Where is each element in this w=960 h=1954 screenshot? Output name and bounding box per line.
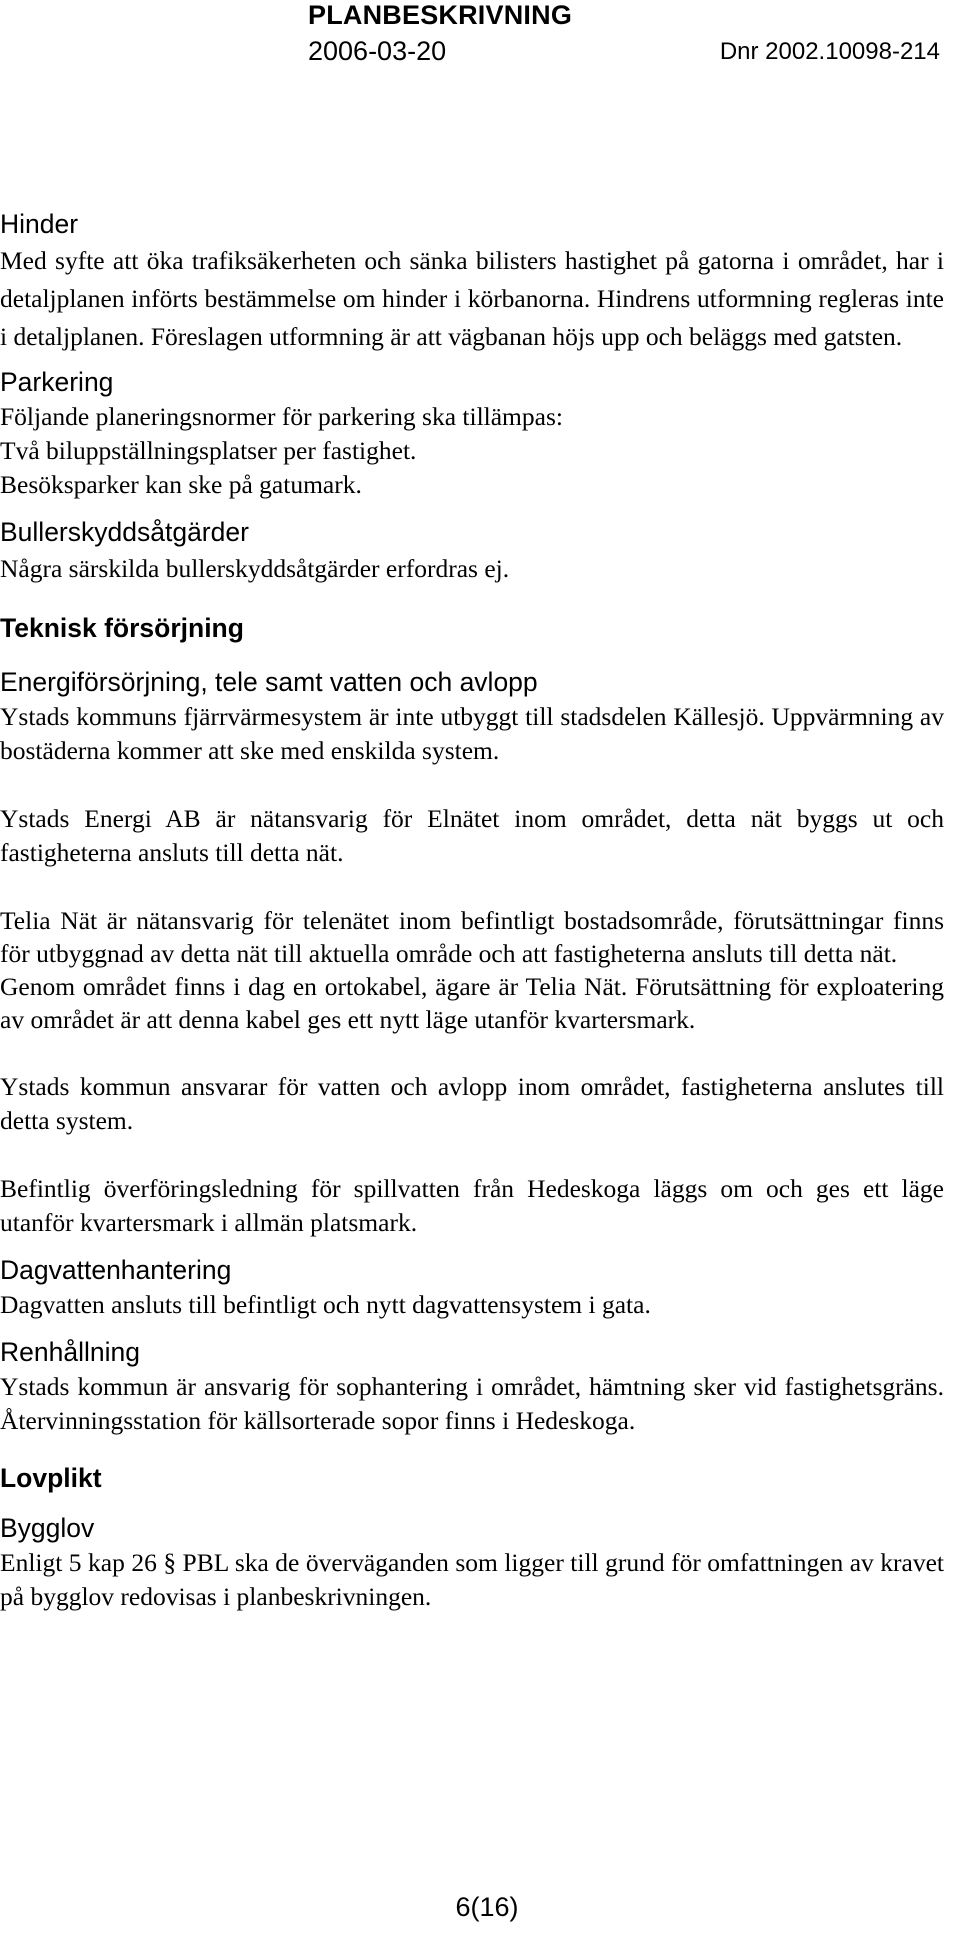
section-parkering <box>0 364 944 502</box>
section-lovplikt <box>0 1460 944 1614</box>
heading-energi: Energiförsörjning, tele samt vatten och avlopp <box>0 667 538 697</box>
parkering-line: Följande planeringsnormer för parkering ska tillämpas: <box>0 402 563 431</box>
paragraph-energi-3a: Telia Nät är nätansvarig för telenätet inom befintligt bostadsområde, förutsättningar finns för utbyggnad av detta nät till aktuella område och att fastigheterna ansluts till detta nät. <box>0 906 944 968</box>
heading-lovplikt: Lovplikt <box>0 1463 102 1493</box>
section-teknisk <box>0 610 944 1438</box>
section-buller <box>0 514 944 588</box>
document-body <box>0 206 944 1614</box>
heading-dagvatten: Dagvattenhantering <box>0 1255 232 1285</box>
paragraph-energi-4: Ystads kommun ansvarar för vatten och avlopp inom området, fastigheterna anslutes till detta system. <box>0 1072 944 1135</box>
parkering-line: Två biluppställningsplatser per fastighet. <box>0 436 417 465</box>
paragraph-energi-5: Befintlig överföringsledning för spillvatten från Hedeskoga läggs om och ges ett läge utanför kvartersmark i allmän platsmark. <box>0 1174 944 1237</box>
paragraph-bygglov: Enligt 5 kap 26 § PBL ska de överväganden som ligger till grund för omfattningen av kravet på bygglov redovisas i planbeskrivningen. <box>0 1548 944 1611</box>
paragraph-energi-2: Ystads Energi AB är nätansvarig för Elnätet inom området, detta nät byggs ut och fastigheterna ansluts till detta nät. <box>0 804 944 867</box>
heading-parkering: Parkering <box>0 367 114 397</box>
heading-hinder: Hinder <box>0 209 79 239</box>
heading-bygglov: Bygglov <box>0 1513 95 1543</box>
page-number: 6(16) <box>455 1892 519 1922</box>
section-hinder <box>0 206 944 356</box>
paragraph-buller: Några särskilda bullerskyddsåtgärder erfordras ej. <box>0 554 510 583</box>
paragraph-hinder: Med syfte att öka trafiksäkerheten och sänka bilisters hastighet på gatorna i området, har i detaljplanen införts bestämmelse om hinder i körbanorna. Hindrens utformning regleras inte i detaljplanen. Föreslagen utformning är att vägbanan höjs upp och beläggs med gatsten. <box>0 246 944 351</box>
page-footer <box>0 1892 960 1923</box>
document-date: 2006-03-20 <box>308 36 447 66</box>
paragraph-renhallning: Ystads kommun är ansvarig för sophantering i området, hämtning sker vid fastighetsgräns. Återvinningsstation för källsorterade sopor finns i Hedeskoga. <box>0 1372 944 1435</box>
heading-buller: Bullerskyddsåtgärder <box>0 517 249 547</box>
document-dnr: Dnr 2002.10098-214 <box>719 38 940 65</box>
paragraph-energi-3b: Genom området finns i dag en ortokabel, ägare är Telia Nät. Förutsättning för exploatering av området är att denna kabel ges ett nytt läge utanför kvartersmark. <box>0 972 944 1034</box>
parkering-line: Besöksparker kan ske på gatumark. <box>0 470 362 499</box>
heading-teknisk: Teknisk försörjning <box>0 613 244 643</box>
paragraph-energi-1: Ystads kommuns fjärrvärmesystem är inte utbyggt till stadsdelen Källesjö. Uppvärmning av bostäderna kommer att ske med enskilda system. <box>0 702 944 765</box>
paragraph-dagvatten: Dagvatten ansluts till befintligt och nytt dagvattensystem i gata. <box>0 1290 651 1319</box>
heading-renhallning: Renhållning <box>0 1337 140 1367</box>
document-title: PLANBESKRIVNING <box>308 0 573 30</box>
